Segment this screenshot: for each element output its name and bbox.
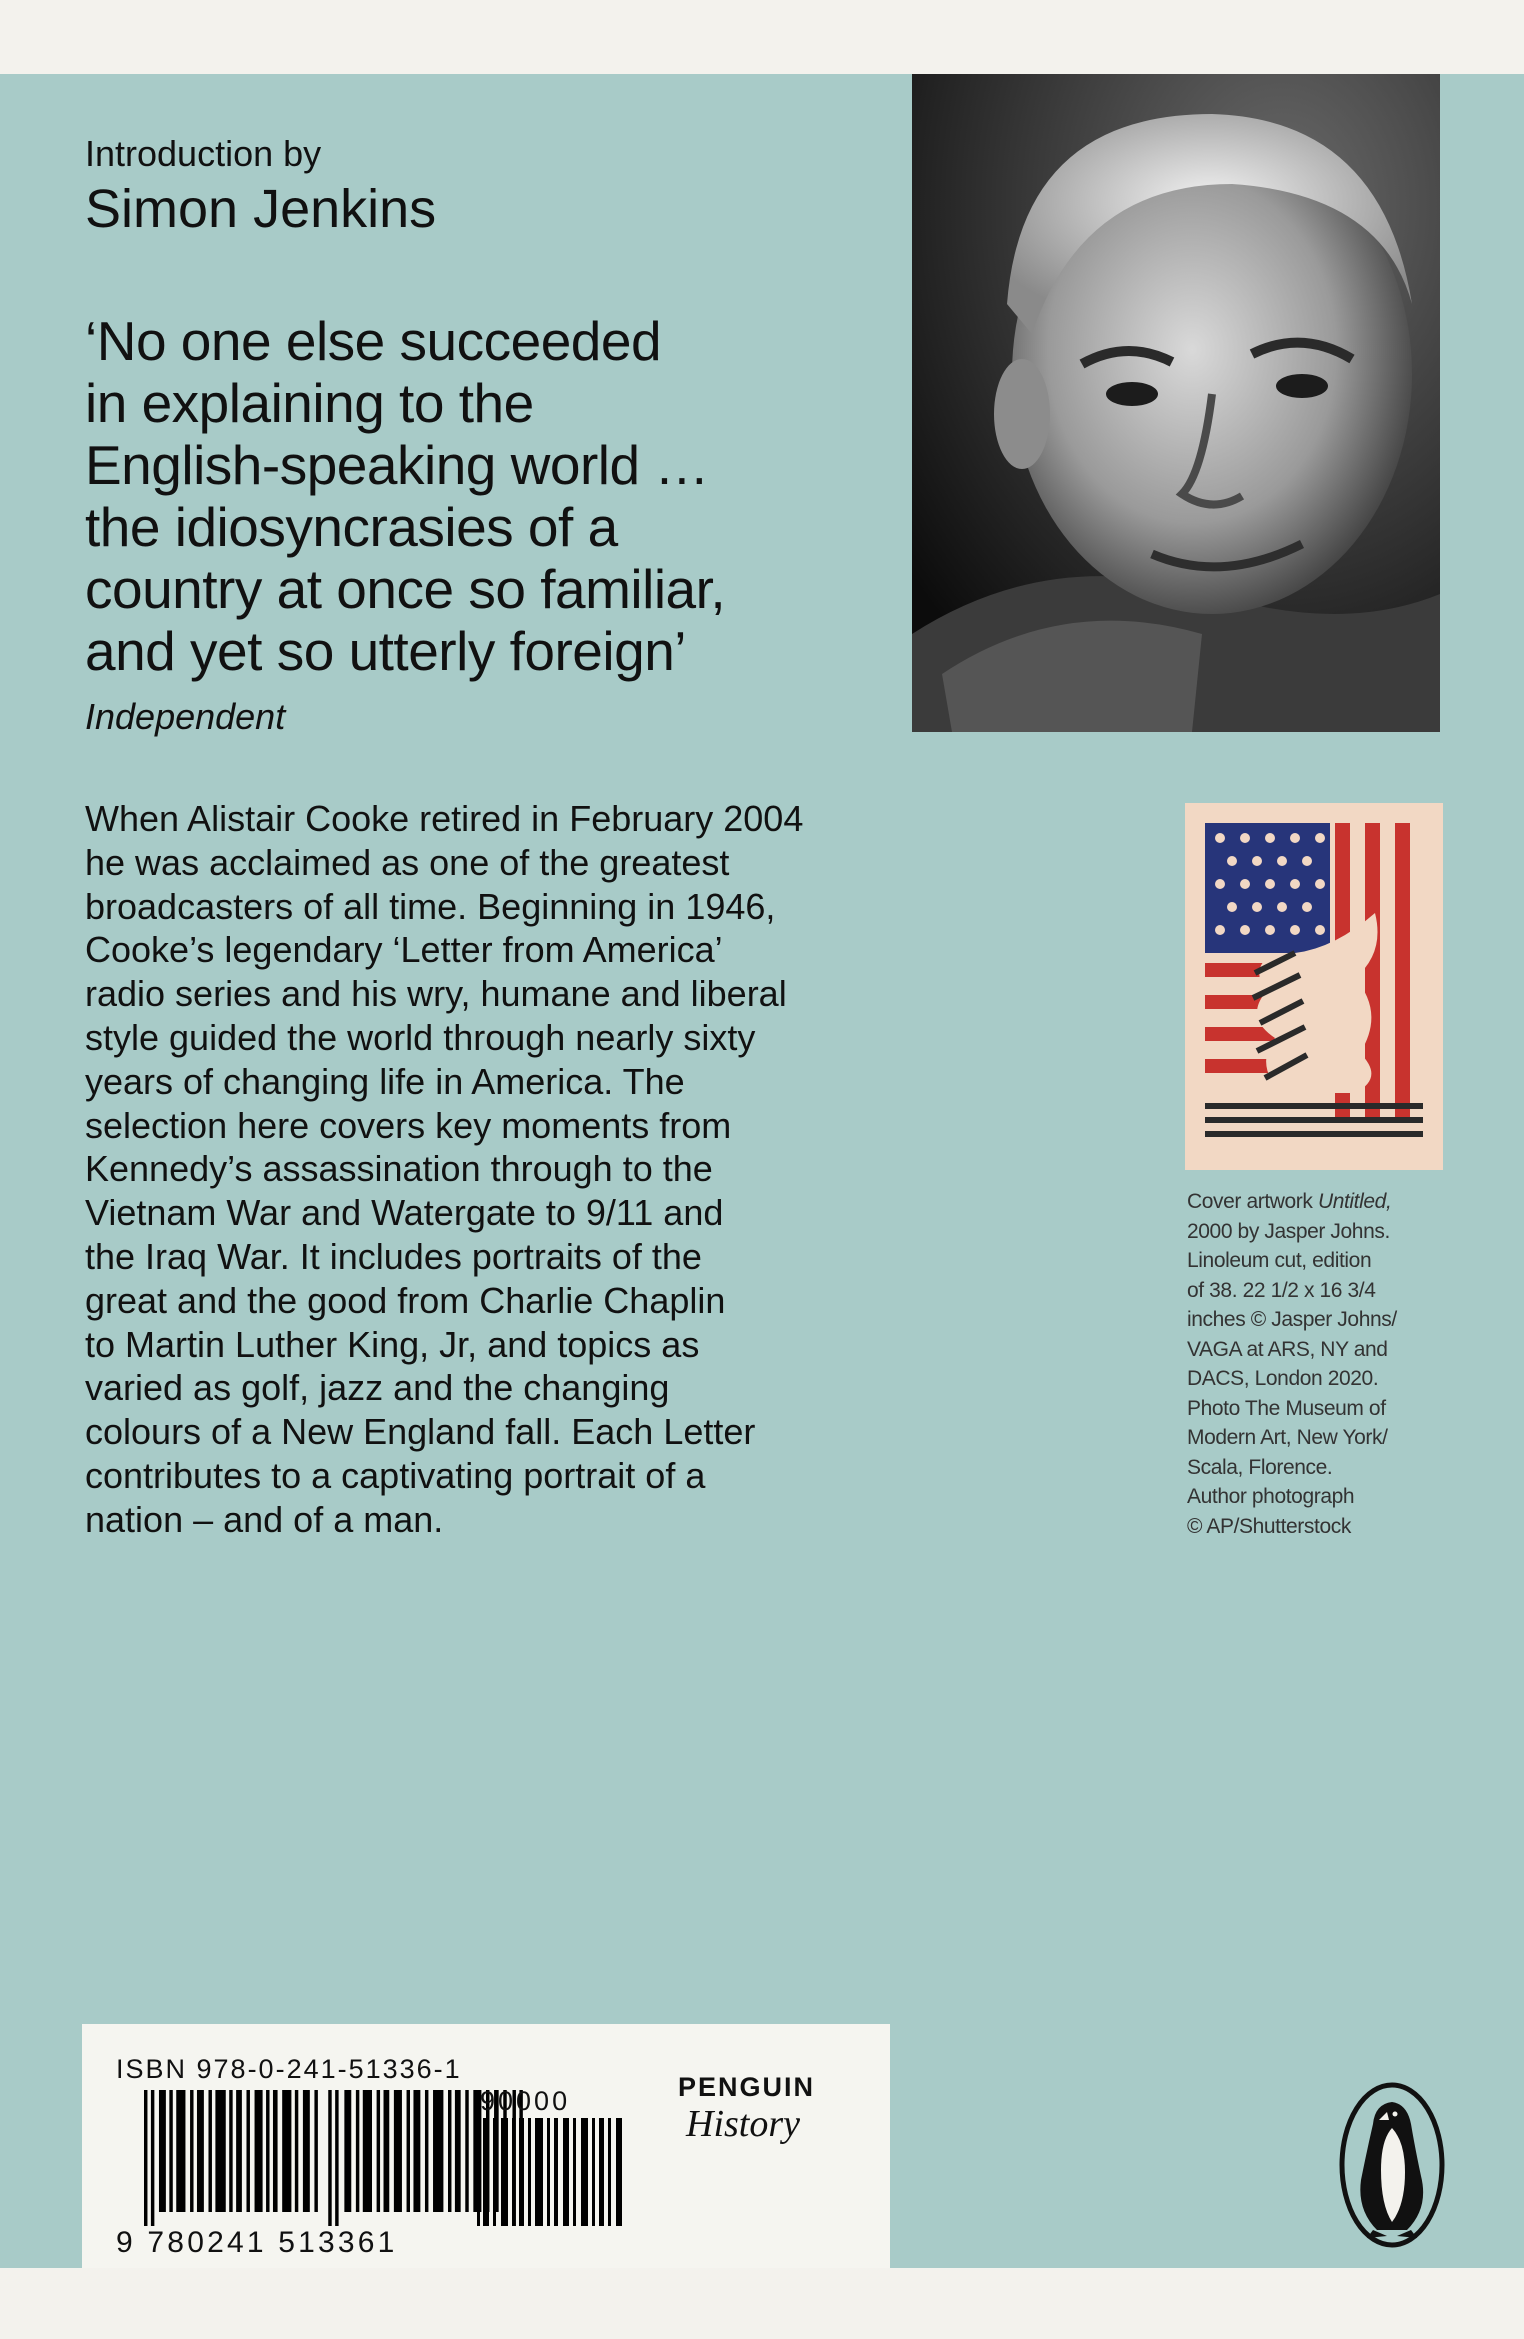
blurb-line: years of changing life in America. The	[85, 1060, 685, 1102]
blurb-line: the Iraq War. It includes portraits of the	[85, 1235, 702, 1277]
blurb-line: When Alistair Cooke retired in February 2004	[85, 798, 804, 839]
credit-line: inches © Jasper Johns/	[1187, 1308, 1397, 1331]
quote-line: ‘No one else succeeded	[85, 310, 662, 372]
author-photograph	[912, 74, 1440, 732]
quote-source: Independent	[85, 696, 286, 737]
credit-prefix: Cover artwork	[1187, 1190, 1318, 1213]
blurb-line: colours of a New England fall. Each Letter	[85, 1411, 756, 1453]
barcode-addon-icon	[477, 2118, 627, 2226]
credit-line: Linoleum cut, edition	[1187, 1249, 1372, 1272]
quote-line: country at once so familiar,	[85, 558, 726, 620]
publisher-name: PENGUIN	[678, 2072, 816, 2102]
blurb-line: Cooke’s legendary ‘Letter from America’	[85, 929, 723, 971]
blurb-line: contributes to a captivating portrait of a	[85, 1454, 706, 1496]
credit-line: Scala, Florence.	[1187, 1455, 1333, 1479]
blurb-line: Kennedy’s assassination through to the	[85, 1148, 713, 1190]
credit-line	[1187, 1187, 1467, 1217]
blurb-line: he was acclaimed as one of the greatest	[85, 841, 730, 883]
credit-line: Modern Art, New York/	[1187, 1426, 1388, 1449]
credit-line: 2000 by Jasper Johns.	[1187, 1219, 1390, 1243]
artwork-title: Untitled,	[1317, 1190, 1392, 1213]
credit-line: DACS, London 2020.	[1187, 1367, 1379, 1390]
introduction-author: Simon Jenkins	[85, 179, 437, 239]
barcode-addon-digits: 90000	[480, 2086, 571, 2116]
quote-line: in explaining to the	[85, 372, 534, 434]
quote-line: English-speaking world …	[85, 434, 709, 496]
series-name: History	[686, 2103, 800, 2145]
isbn-label: ISBN 978-0-241-51336-1	[116, 2054, 462, 2084]
blurb-line: Vietnam War and Watergate to 9/11 and	[85, 1192, 724, 1234]
blurb-line: radio series and his wry, humane and liberal	[85, 973, 787, 1015]
cover-artwork-thumbnail	[1185, 803, 1443, 1170]
barcode-digits: 9 780241 513361	[116, 2226, 398, 2259]
blurb-line: style guided the world through nearly sixty	[85, 1016, 756, 1058]
barcode-panel	[82, 2024, 890, 2268]
credit-line: © AP/Shutterstock	[1187, 1514, 1351, 1538]
review-quote	[85, 310, 905, 682]
barcode-icon	[144, 2090, 524, 2226]
blurb-line: great and the good from Charlie Chaplin	[85, 1279, 726, 1321]
blurb-line: nation – and of a man.	[85, 1498, 444, 1540]
cover-credits	[1187, 1187, 1467, 1541]
blurb-line: to Martin Luther King, Jr, and topics as	[85, 1323, 700, 1365]
blurb-line: selection here covers key moments from	[85, 1104, 732, 1146]
quote-line: and yet so utterly foreign’	[85, 620, 687, 682]
quote-line: the idiosyncrasies of a	[85, 496, 618, 558]
blurb-line: varied as golf, jazz and the changing	[85, 1367, 670, 1409]
credit-line: of 38. 22 1/2 x 16 3/4	[1187, 1278, 1376, 1302]
blurb-line: broadcasters of all time. Beginning in 1946,	[85, 885, 776, 927]
credit-line: Author photograph	[1187, 1485, 1355, 1508]
credit-line: Photo The Museum of	[1187, 1396, 1386, 1420]
credit-line: VAGA at ARS, NY and	[1187, 1337, 1388, 1361]
penguin-logo-icon	[1337, 2080, 1447, 2250]
introduction-label: Introduction by	[85, 133, 322, 174]
book-blurb	[85, 797, 925, 1542]
